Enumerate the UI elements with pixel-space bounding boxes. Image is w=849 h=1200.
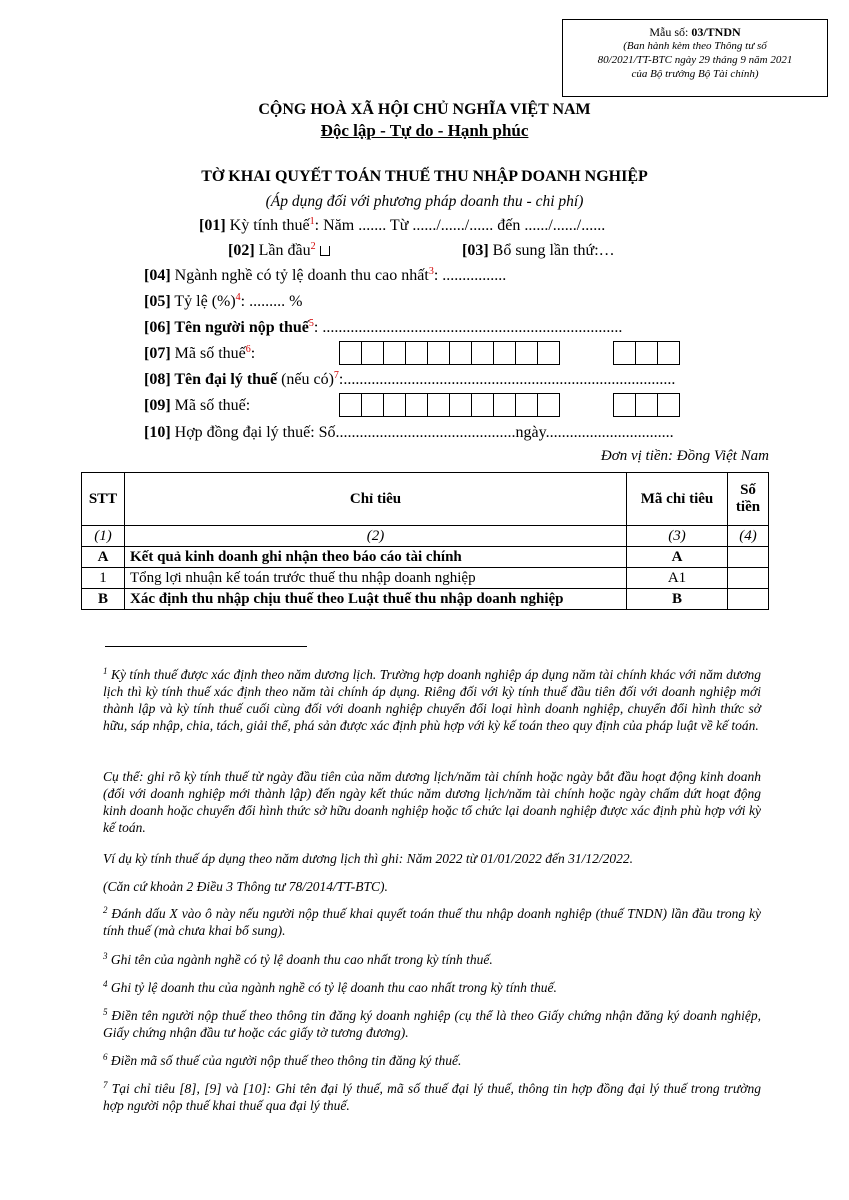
footnote-5-text: Điền tên người nộp thuế theo thông tin đăng ký doanh nghiệp (cụ thể là theo Giấy chứng nhận đăng ký doanh nghiệp, Giấy chứng nhận đầu tư hoặc các giấy tờ tương đương).	[103, 1008, 761, 1040]
field-03-code: [03]	[462, 242, 489, 259]
form-code-value: 03/TNDN	[691, 25, 741, 39]
footnote-ref-2: 2	[310, 241, 316, 252]
table-header-row	[82, 473, 769, 526]
branch-code-digit-box[interactable]	[657, 341, 680, 365]
agent-branch-code-digit-box[interactable]	[635, 393, 658, 417]
tax-code-digit-box[interactable]	[427, 341, 450, 365]
row-code: A	[627, 547, 728, 568]
currency-unit: Đơn vị tiền: Đồng Việt Nam	[600, 448, 769, 464]
agent-branch-code-digit-box[interactable]	[657, 393, 680, 417]
field-01-value[interactable]: : Năm ....... Từ ....../....../...... đến ....../....../......	[314, 217, 606, 234]
table-row	[82, 547, 769, 568]
tax-code-digit-box[interactable]	[537, 341, 560, 365]
footnote-5-number: 5	[103, 1007, 108, 1017]
footnote-4-text: Ghi tỷ lệ doanh thu của ngành nghề có tỷ lệ doanh thu cao nhất trong kỳ tính thuế.	[107, 980, 557, 995]
field-02-label: Lần đầu	[254, 242, 311, 259]
footnote-3-number: 3	[103, 951, 108, 961]
row-stt: B	[82, 589, 125, 610]
field-05-label: Tỷ lệ (%)	[170, 293, 236, 310]
field-05-code: [05]	[144, 293, 171, 310]
form-code-label: Mẫu số:	[649, 25, 689, 39]
form-title: TỜ KHAI QUYẾT TOÁN THUẾ THU NHẬP DOANH NGHIỆP	[201, 168, 648, 185]
index-cell: (3)	[627, 526, 728, 547]
row-amount[interactable]	[728, 589, 769, 610]
field-10-agent-contract	[144, 424, 674, 442]
row-code: B	[627, 589, 728, 610]
footnote-1-example: Ví dụ kỳ tính thuế áp dụng theo năm dương lịch thì ghi: Năm 2022 từ 01/01/2022 đến 31/12/2022.	[103, 851, 634, 866]
footnote-ref-3: 3	[428, 266, 434, 277]
index-cell: (4)	[728, 526, 769, 547]
row-indicator: Xác định thu nhập chịu thuế theo Luật thuế thu nhập doanh nghiệp	[125, 589, 627, 610]
row-code: A1	[627, 568, 728, 589]
field-03-supplement	[462, 242, 615, 260]
header-amount: Số tiền	[728, 473, 769, 526]
footnote-4-number: 4	[103, 979, 108, 989]
field-05-ratio	[144, 293, 302, 311]
footnote-1-detail: Cụ thể: ghi rõ kỳ tính thuế từ ngày đầu tiên của năm dương lịch/năm tài chính hoặc ngày bắt đầu hoạt động kinh doanh (đối với doanh nghiệp mới thành lập) đến ngày kết thúc năm dương lịch/năm tài chính hoặc ngày chấm dứt hoạt động kinh doanh hoặc chuyển đổi hình thức sở hữu doanh nghiệp hoặc tổ chức lại doanh nghiệp được xác định phù hợp với kỳ kế toán.	[103, 769, 761, 835]
field-09-code: [09]	[144, 397, 171, 414]
field-06-label: [06] Tên người nộp thuế	[144, 319, 309, 336]
table-index-row	[82, 526, 769, 547]
declaration-table	[81, 472, 769, 610]
footnote-6-text: Điền mã số thuế của người nộp thuế theo thông tin đăng ký thuế.	[107, 1053, 462, 1068]
agent-tax-code-digit-box[interactable]	[339, 393, 362, 417]
branch-code-digit-box[interactable]	[613, 341, 636, 365]
footnote-2-text: Đánh dấu X vào ô này nếu người nộp thuế khai quyết toán thuế thu nhập doanh nghiệp (thuế TNDN) lần đầu trong kỳ tính thuế (mà chưa khai bổ sung).	[103, 906, 761, 938]
index-cell: (2)	[125, 526, 627, 547]
footnote-ref-5: 5	[308, 318, 314, 329]
taxpayer-branch-code-boxes[interactable]	[613, 341, 679, 365]
field-08-code: [08] Tên đại lý thuế	[144, 371, 278, 388]
footnote-1	[103, 666, 761, 734]
field-08-value[interactable]: :...................................................................................	[338, 371, 676, 388]
agent-tax-code-digit-box[interactable]	[471, 393, 494, 417]
footnote-ref-4: 4	[235, 292, 241, 303]
footnote-ref-1: 1	[309, 216, 315, 227]
field-01-label: Kỳ tính thuế	[225, 217, 310, 234]
footnote-separator	[105, 646, 307, 647]
branch-code-digit-box[interactable]	[635, 341, 658, 365]
motto-text: Độc lập - Tự do - Hạnh phúc	[320, 121, 529, 140]
table-row	[82, 568, 769, 589]
tax-code-digit-box[interactable]	[471, 341, 494, 365]
tax-code-digit-box[interactable]	[405, 341, 428, 365]
field-07-tax-code	[144, 345, 255, 363]
field-06-taxpayer-name	[144, 319, 622, 337]
agent-tax-code-digit-box[interactable]	[405, 393, 428, 417]
footnote-7-number: 7	[103, 1080, 108, 1090]
agent-tax-code-digit-box[interactable]	[427, 393, 450, 417]
tax-code-digit-box[interactable]	[449, 341, 472, 365]
row-stt: 1	[82, 568, 125, 589]
agent-tax-code-digit-box[interactable]	[361, 393, 384, 417]
footnote-6-number: 6	[103, 1052, 108, 1062]
row-amount[interactable]	[728, 547, 769, 568]
tax-code-digit-box[interactable]	[339, 341, 362, 365]
agent-tax-code-digit-box[interactable]	[493, 393, 516, 417]
footnote-7	[103, 1080, 761, 1114]
agent-tax-code-digit-box[interactable]	[515, 393, 538, 417]
field-08-label: (nếu có)	[277, 371, 334, 388]
issued-line-3: của Bộ trưởng Bộ Tài chính)	[631, 68, 759, 80]
first-time-checkbox[interactable]	[320, 246, 330, 256]
field-04-label: Ngành nghề có tỷ lệ doanh thu cao nhất	[170, 267, 429, 284]
form-code-box	[562, 19, 828, 97]
field-01-code: [01]	[199, 217, 226, 234]
footnote-1-text: Kỳ tính thuế được xác định theo năm dương lịch. Trường hợp doanh nghiệp áp dụng năm tài chính khác với năm dương lịch thì kỳ tính thuế xác định theo năm tài chính áp dụng. Riêng đối với kỳ tính thuế đầu tiên đối với doanh nghiệp mới thành lập và kỳ tính thuế cuối cùng đối với doanh nghiệp chuyển đổi loại hình doanh nghiệp, chuyển đổi hình thức sở hữu, sáp nhập, chia, tách, giải thể, phá sản được xác định phù hợp với kỳ kế toán theo quy định của pháp luật về kế toán.	[103, 667, 761, 733]
taxpayer-tax-code-boxes[interactable]	[339, 341, 559, 365]
field-05-value[interactable]: : ......... %	[240, 293, 303, 310]
footnote-2	[103, 905, 761, 939]
agent-tax-code-boxes[interactable]	[339, 393, 559, 417]
field-04-code: [04]	[144, 267, 171, 284]
tax-code-digit-box[interactable]	[493, 341, 516, 365]
row-stt: A	[82, 547, 125, 568]
tax-code-digit-box[interactable]	[361, 341, 384, 365]
agent-tax-code-digit-box[interactable]	[537, 393, 560, 417]
footnote-5	[103, 1007, 761, 1041]
footnote-3-text: Ghi tên của ngành nghề có tỷ lệ doanh thu cao nhất trong kỳ tính thuế.	[107, 952, 493, 967]
index-cell: (1)	[82, 526, 125, 547]
field-07-code: [07]	[144, 345, 171, 362]
field-04-industry	[144, 267, 506, 285]
footnote-4	[103, 979, 761, 996]
field-02-code: [02]	[228, 242, 255, 259]
field-08-agent-name	[144, 371, 675, 389]
agent-tax-code-digit-box[interactable]	[449, 393, 472, 417]
header-indicator: Chỉ tiêu	[125, 473, 627, 526]
field-10-value[interactable]: Hợp đồng đại lý thuế: Số.............................................ngày................................	[170, 424, 674, 441]
footnote-1-number: 1	[103, 666, 108, 676]
field-02-first-time	[228, 242, 330, 260]
field-07-colon: :	[250, 345, 256, 362]
footnote-6	[103, 1052, 761, 1069]
tax-code-digit-box[interactable]	[515, 341, 538, 365]
tax-code-digit-box[interactable]	[383, 341, 406, 365]
form-subtitle: (Áp dụng đối với phương pháp doanh thu - chi phí)	[265, 193, 584, 210]
field-04-value[interactable]: : ................	[433, 267, 507, 284]
footnote-ref-7: 7	[333, 370, 339, 381]
footnote-3	[103, 951, 761, 968]
issued-line-1: (Ban hành kèm theo Thông tư số	[623, 40, 767, 52]
row-amount[interactable]	[728, 568, 769, 589]
footnote-7-text: Tại chỉ tiêu [8], [9] và [10]: Ghi tên đại lý thuế, mã số thuế đại lý thuế, thông tin hợp đồng đại lý thuế trong trường hợp người nộp thuế khai thuế qua đại lý thuế.	[103, 1081, 761, 1113]
footnote-1-reference: (Căn cứ khoản 2 Điều 3 Thông tư 78/2014/TT-BTC).	[103, 879, 388, 894]
row-indicator: Kết quả kinh doanh ghi nhận theo báo cáo tài chính	[125, 547, 627, 568]
agent-branch-code-digit-box[interactable]	[613, 393, 636, 417]
row-indicator: Tổng lợi nhuận kế toán trước thuế thu nhập doanh nghiệp	[125, 568, 627, 589]
country-name: CỘNG HOÀ XÃ HỘI CHỦ NGHĨA VIỆT NAM	[258, 101, 591, 118]
table-row	[82, 589, 769, 610]
agent-tax-code-digit-box[interactable]	[383, 393, 406, 417]
motto	[0, 121, 849, 141]
field-01-tax-period	[199, 217, 605, 235]
field-07-label: Mã số thuế	[170, 345, 246, 362]
field-10-code: [10]	[144, 424, 171, 441]
field-06-value[interactable]: : ...........................................................................	[313, 319, 623, 336]
issued-line-2: 80/2021/TT-BTC ngày 29 tháng 9 năm 2021	[597, 54, 793, 66]
agent-branch-code-boxes[interactable]	[613, 393, 679, 417]
field-09-agent-tax-code	[144, 397, 250, 415]
field-09-label: Mã số thuế:	[170, 397, 251, 414]
header-stt: STT	[82, 473, 125, 526]
footnote-2-number: 2	[103, 905, 108, 915]
footnote-ref-6: 6	[245, 344, 251, 355]
header-code: Mã chỉ tiêu	[627, 473, 728, 526]
field-03-label[interactable]: Bổ sung lần thứ:…	[488, 242, 615, 259]
form-code	[563, 25, 827, 39]
